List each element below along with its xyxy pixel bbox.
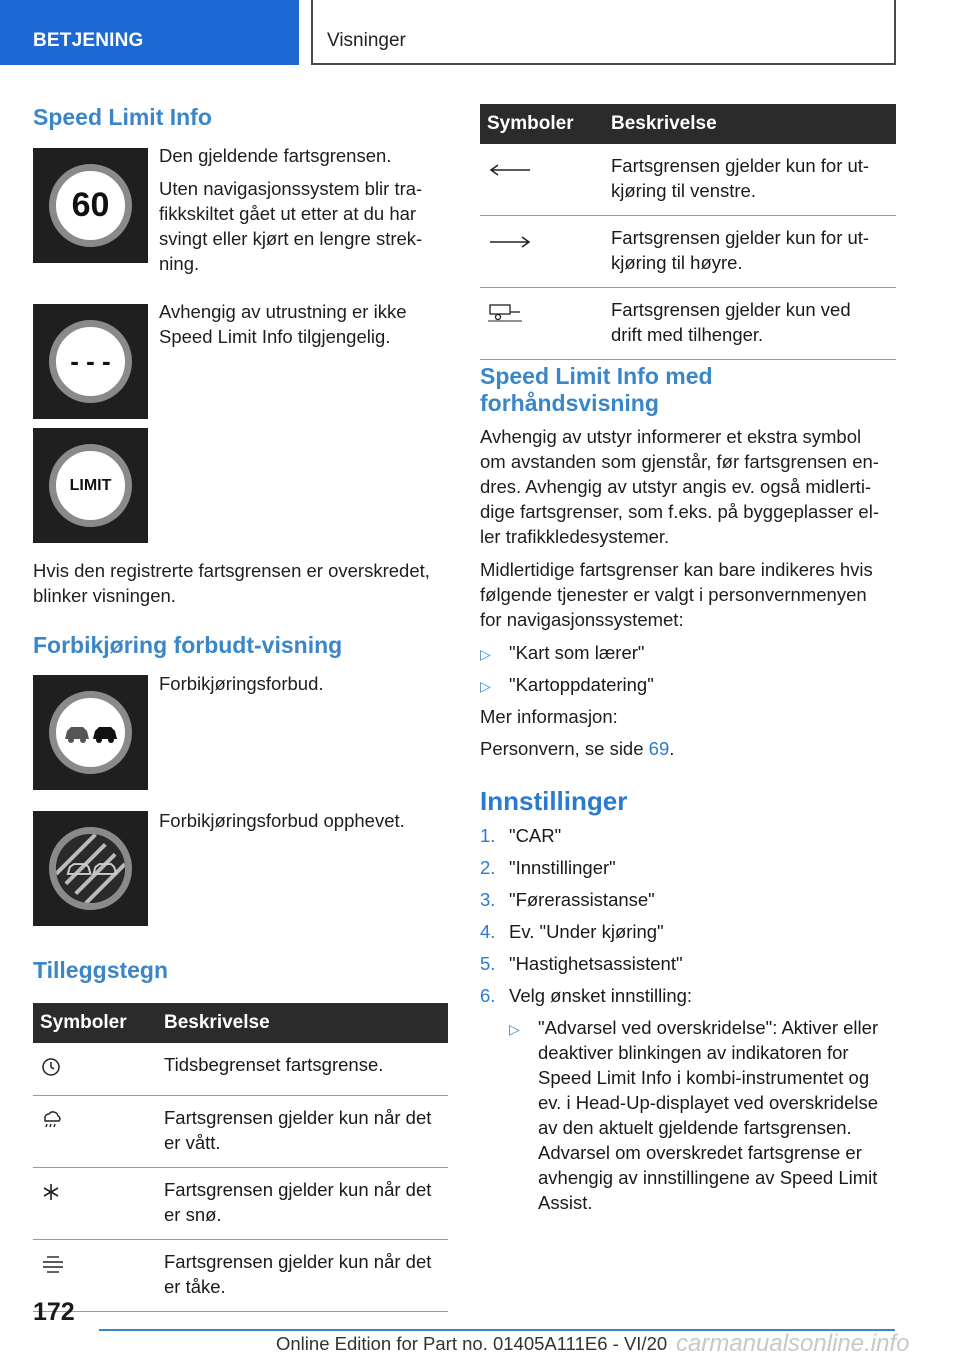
step-number: 2. <box>480 857 496 878</box>
section-label: BETJENING <box>33 30 144 51</box>
privacy-period: . <box>669 738 675 759</box>
chapter-label: Visninger <box>327 30 406 51</box>
fog-icon <box>41 1254 65 1274</box>
row-desc-cont: drift med tilhenger. <box>611 324 764 345</box>
speed-60-icon <box>49 164 132 247</box>
row-desc: Fartsgrensen gjelder kun for ut- <box>611 155 870 176</box>
privacy-label: Personvern, se side <box>480 738 649 759</box>
chapter-tab <box>311 0 896 65</box>
text-no-overtaking-lifted: Forbikjøringsforbud opphevet. <box>159 810 405 831</box>
heading-overtaking: Forbikjøring forbudt-visning <box>33 632 343 658</box>
text-exceeded-1: Hvis den registrerte fartsgrensen er overskredet, <box>33 560 430 581</box>
snowflake-icon <box>41 1182 61 1202</box>
step-text: Velg ønsket innstilling: <box>509 985 693 1006</box>
sign-unavailable <box>33 304 148 419</box>
watermark: carmanualsonline.info <box>676 1330 910 1357</box>
text-preview-3: dres. Avhengig av utstyr angis ev. også midlerti- <box>480 476 872 497</box>
table-row <box>480 144 896 216</box>
table-row <box>480 216 896 288</box>
table-header <box>480 104 896 144</box>
dashes-icon <box>49 320 132 403</box>
text-equipment-1: Avhengig av utrustning er ikke <box>159 301 407 322</box>
row-desc: Fartsgrensen gjelder kun for ut- <box>611 227 870 248</box>
text-temporary-1: Midlertidige fartsgrenser kan bare indikeres hvis <box>480 559 873 580</box>
table-row <box>33 1096 448 1168</box>
bullet-triangle-icon: ▷ <box>480 646 491 662</box>
row-desc-cont: kjøring til høyre. <box>611 252 743 273</box>
row-desc-cont: kjøring til venstre. <box>611 180 756 201</box>
text-temporary-2: følgende tjenester er valgt i personvernmenyen <box>480 584 867 605</box>
no-overtaking-icon <box>49 691 132 774</box>
text-preview-4: dige fartsgrenser, som f.eks. på byggeplasser el- <box>480 501 879 522</box>
arrow-left-icon <box>488 163 532 177</box>
row-desc-cont: er tåke. <box>164 1276 226 1297</box>
row-desc: Fartsgrensen gjelder kun når det <box>164 1251 432 1272</box>
heading-preview-2: forhåndsvisning <box>480 390 659 416</box>
section-tab <box>0 0 299 65</box>
heading-additional-signs: Tilleggstegn <box>33 957 169 983</box>
row-desc: Tidsbegrenset fartsgrense. <box>164 1054 384 1075</box>
limit-icon <box>49 444 132 527</box>
heading-settings: Innstillinger <box>480 786 628 816</box>
table-row <box>480 288 896 360</box>
row-desc: Fartsgrensen gjelder kun ved <box>611 299 851 320</box>
table-row <box>33 1043 448 1096</box>
sign-limit-text: LIMIT <box>69 476 112 494</box>
text-no-overtaking: Forbikjøringsforbud. <box>159 673 324 694</box>
text-preview-1: Avhengig av utstyr informerer et ekstra symbol <box>480 426 862 447</box>
text-preview-5: ler trafikkledesystemer. <box>480 526 670 547</box>
text-more-info: Mer informasjon: <box>480 706 618 727</box>
step-number: 4. <box>480 921 496 942</box>
text-no-nav-1: Uten navigasjonssystem blir tra- <box>159 178 423 199</box>
bullet-text: "Kartoppdatering" <box>509 674 654 695</box>
step-number: 1. <box>480 825 496 846</box>
end-no-overtaking-icon <box>49 827 132 910</box>
step-text: Ev. "Under kjøring" <box>509 921 664 942</box>
sub-line: "Advarsel ved overskridelse": Aktiver eller <box>538 1017 879 1038</box>
table-exit-signs <box>480 104 896 360</box>
table-header <box>33 1003 448 1043</box>
heading-preview-1: Speed Limit Info med <box>480 363 713 389</box>
step-number: 5. <box>480 953 496 974</box>
sub-line: Speed Limit Info i kombi-instrumentet og <box>538 1067 870 1088</box>
striped-cars-icon <box>56 834 125 904</box>
page-number: 172 <box>33 1298 75 1326</box>
sub-line: deaktiver blinkingen av indikatoren for <box>538 1042 849 1063</box>
sign-no-overtaking <box>33 675 148 790</box>
step-number: 6. <box>480 985 496 1006</box>
cars-icon <box>63 721 119 745</box>
row-desc-cont: er vått. <box>164 1132 221 1153</box>
th-symbols: Symboler <box>480 104 604 144</box>
bullet-triangle-icon: ▷ <box>509 1021 520 1037</box>
text-no-nav-3: svingt eller kjørt en lengre strek- <box>159 228 423 249</box>
bullet-text: "Kart som lærer" <box>509 642 645 663</box>
table-row <box>33 1168 448 1240</box>
clock-icon <box>41 1057 61 1077</box>
heading-speed-limit-info: Speed Limit Info <box>33 104 212 130</box>
text-no-nav-4: ning. <box>159 253 200 274</box>
text-preview-2: om avstanden som gjenstår, før fartsgrensen en- <box>480 451 879 472</box>
text-temporary-3: for navigasjonssystemet: <box>480 609 684 630</box>
privacy-page-link[interactable]: 69 <box>648 738 670 759</box>
sign-speed-60 <box>33 148 148 263</box>
sub-line: avhengig av innstillingene av Speed Limit <box>538 1167 878 1188</box>
bullet-triangle-icon: ▷ <box>480 678 491 694</box>
row-desc-cont: er snø. <box>164 1204 222 1225</box>
table-additional-signs <box>33 1003 448 1312</box>
sub-line: Advarsel om overskredet fartsgrense er <box>538 1142 862 1163</box>
footer-edition: Online Edition for Part no. 01405A111E6 - VI/20 <box>276 1333 668 1354</box>
rain-icon <box>41 1110 63 1130</box>
text-privacy <box>480 736 674 761</box>
trailer-icon <box>488 302 522 322</box>
th-description: Beskrivelse <box>604 104 896 144</box>
sign-end-no-overtaking <box>33 811 148 926</box>
sign-dashes: - - - <box>70 346 111 376</box>
step-number: 3. <box>480 889 496 910</box>
step-text: "Hastighetsassistent" <box>509 953 683 974</box>
sub-line: Assist. <box>538 1192 593 1213</box>
sub-line: ev. i Head-Up-displayet ved overskridelse <box>538 1092 879 1113</box>
sub-line: av den aktuelt gjeldende fartsgrensen. <box>538 1117 852 1138</box>
text-exceeded-2: blinker visningen. <box>33 585 176 606</box>
row-desc: Fartsgrensen gjelder kun når det <box>164 1107 432 1128</box>
row-desc: Fartsgrensen gjelder kun når det <box>164 1179 432 1200</box>
text-current-limit: Den gjeldende fartsgrensen. <box>159 145 392 166</box>
table-row <box>33 1240 448 1312</box>
arrow-right-icon <box>488 235 532 249</box>
th-symbols: Symboler <box>33 1003 157 1043</box>
sign-number: 60 <box>71 186 110 224</box>
sign-limit <box>33 428 148 543</box>
th-description: Beskrivelse <box>157 1003 448 1043</box>
step-text: "Innstillinger" <box>509 857 616 878</box>
text-no-nav-2: fikkskiltet gået ut etter at du har <box>159 203 417 224</box>
step-text: "CAR" <box>509 825 562 846</box>
step-text: "Førerassistanse" <box>509 889 655 910</box>
text-equipment-2: Speed Limit Info tilgjengelig. <box>159 326 391 347</box>
sub-text <box>538 1015 878 1215</box>
